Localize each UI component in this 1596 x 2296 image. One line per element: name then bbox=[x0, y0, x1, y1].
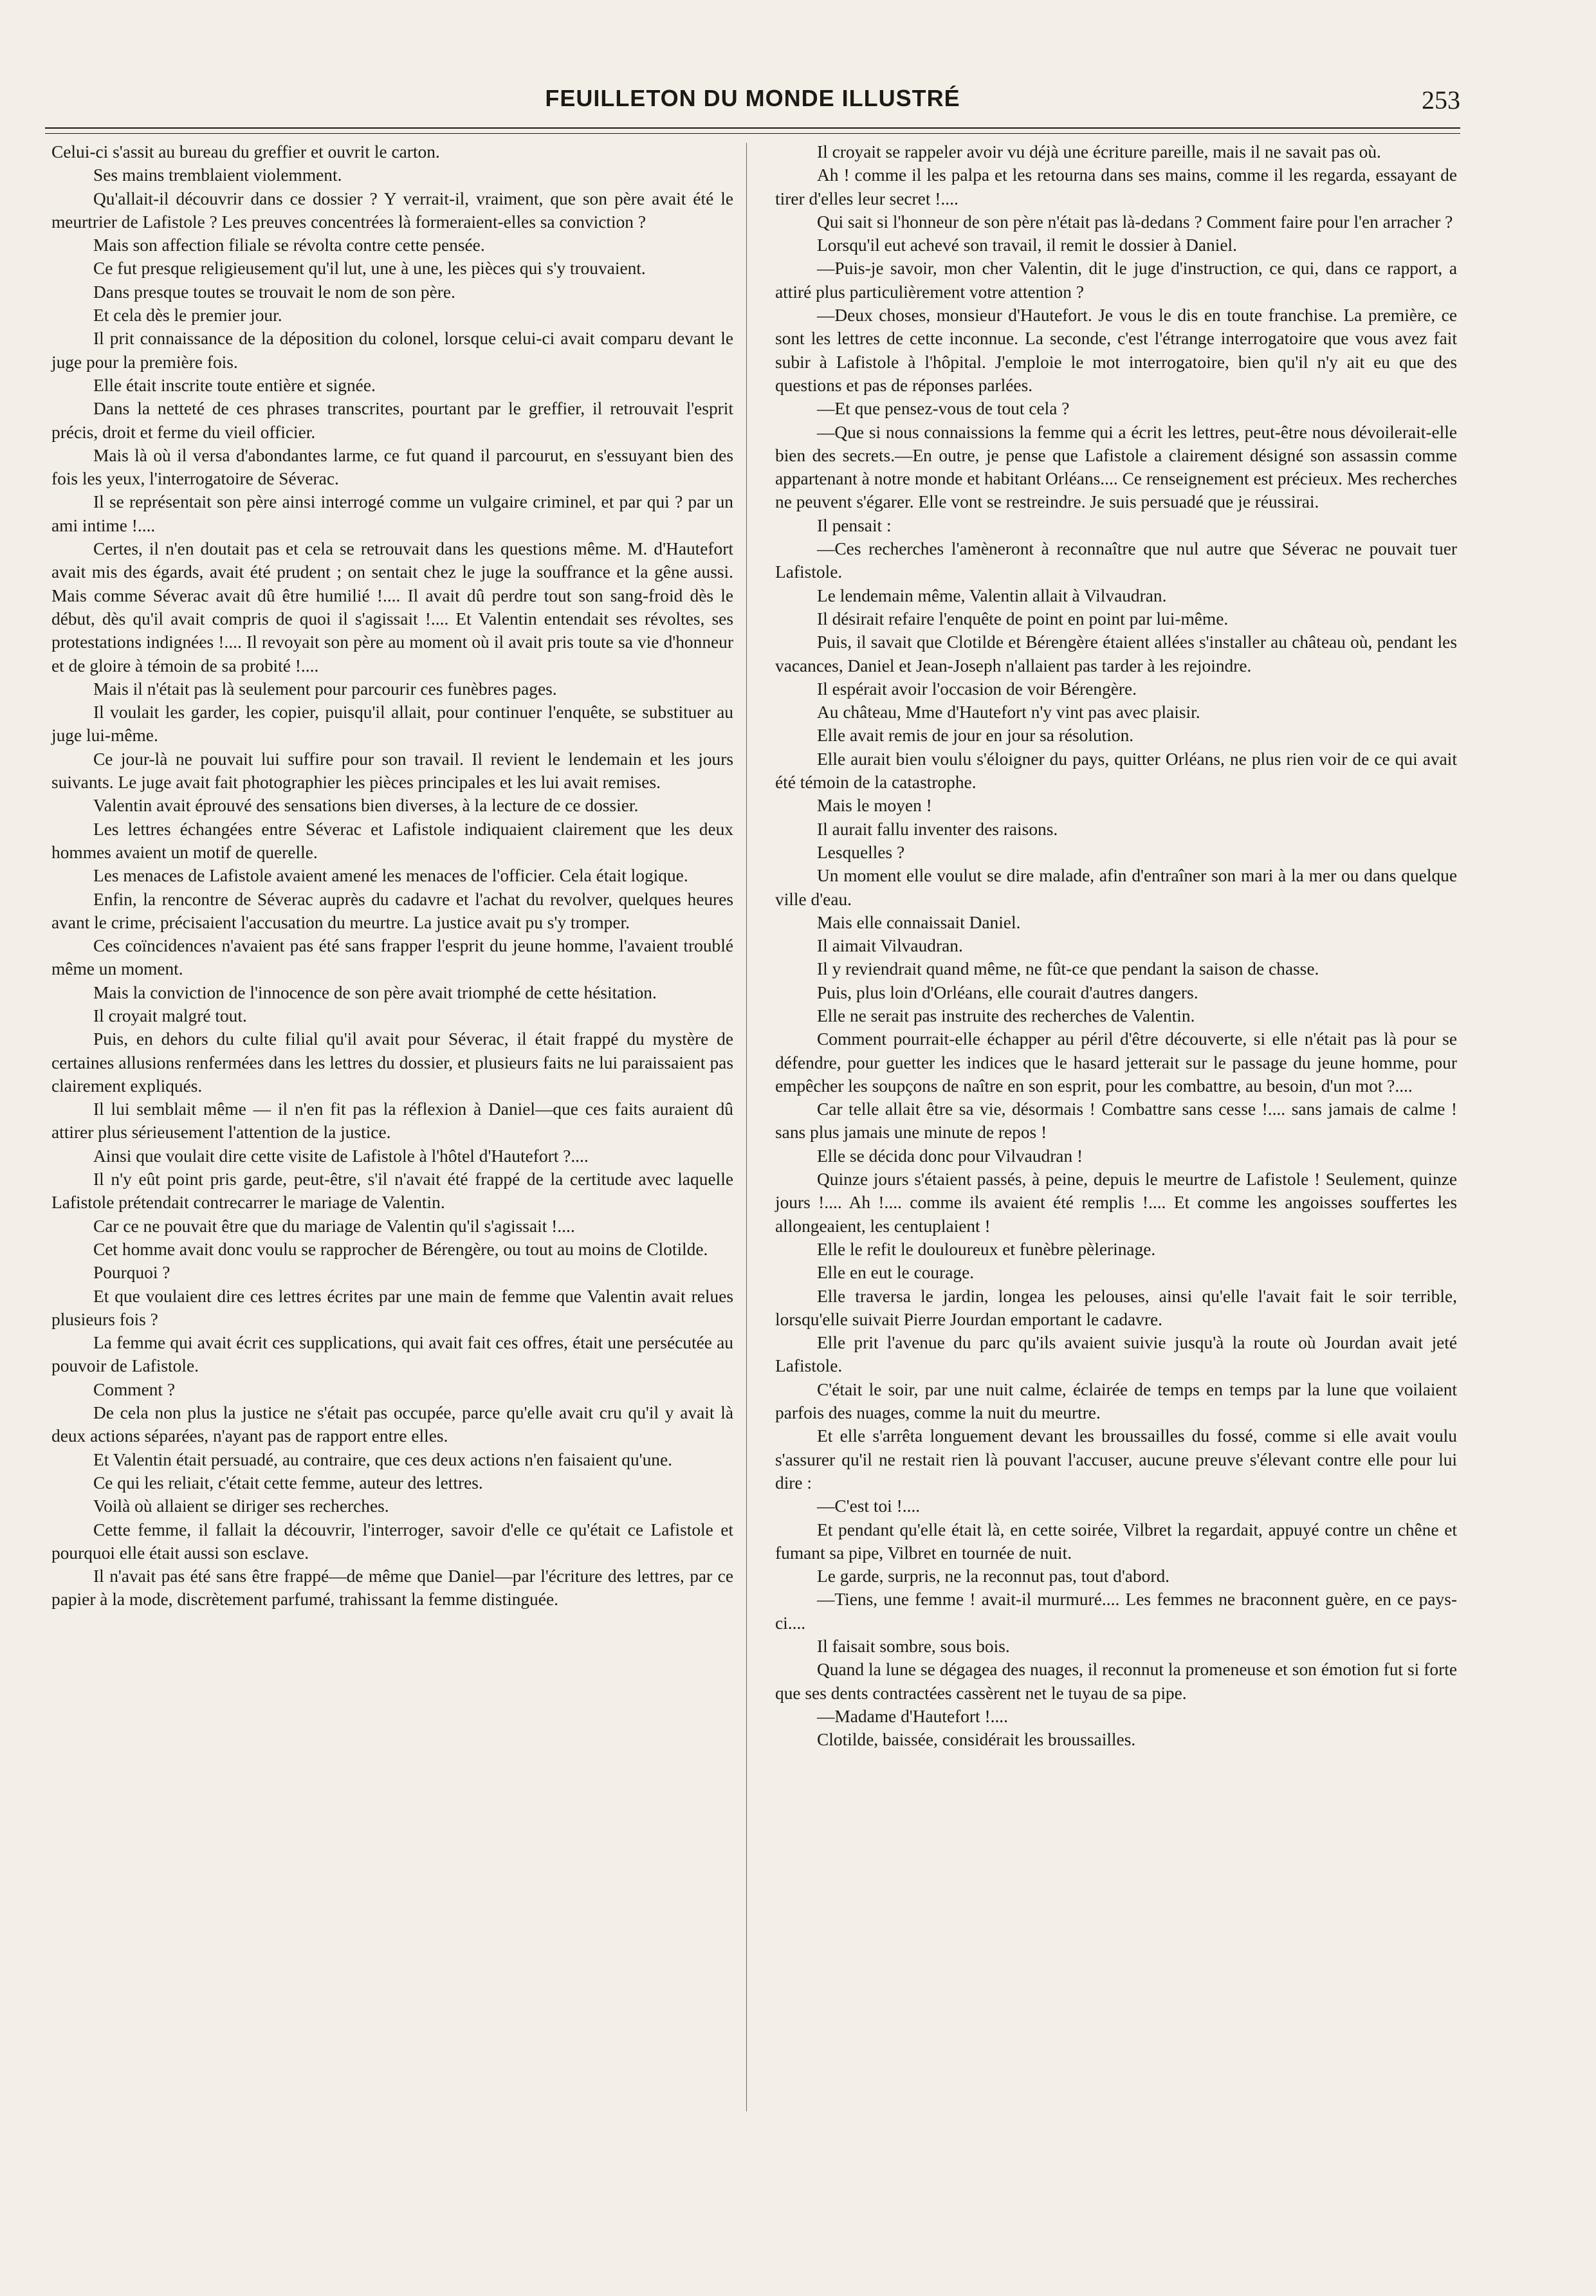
paragraph: Il n'y eût point pris garde, peut-être, s'il n'avait été frappé de la certitude avec laquelle Lafistole prétendait contrecarrer le mariage de Valentin. bbox=[51, 1170, 733, 1213]
paragraph: Mais elle connaissait Daniel. bbox=[817, 912, 1021, 932]
paragraph: Il aurait fallu inventer des raisons. bbox=[817, 819, 1058, 839]
paragraph: Puis, plus loin d'Orléans, elle courait d'autres dangers. bbox=[817, 982, 1198, 1002]
paragraph: Valentin avait éprouvé des sensations bien diverses, à la lecture de ce dossier. bbox=[93, 796, 639, 816]
paragraph: Il espérait avoir l'occasion de voir Bérengère. bbox=[817, 679, 1137, 699]
paragraph: Ah ! comme il les palpa et les retourna dans ses mains, comme il les regarda, essayant de tirer d'elles leur secret !.... bbox=[775, 165, 1457, 208]
paragraph: Certes, il n'en doutait pas et cela se retrouvait dans les questions même. M. d'Hautefort avait mis des égards, avait été prudent ; on sentait chez le juge la souffrance et la gêne aussi. Mais comme Séverac avait dû être humilié !.... Il avait dû perdre tout son sang-froid dès le début, dès qu'il avait compris de quoi il s'agissait !.... Et Valentin entendait ses révoltes, ses protestations indignées !.... Il revoyait son père au moment où il avait pris toute sa vie d'honneur et de gloire à témoin de sa probité !.... bbox=[51, 539, 733, 675]
paragraph: Mais là où il versa d'abondantes larme, ce fut quand il parcourut, en s'essuyant bien des fois les yeux, l'interrogatoire de Séverac. bbox=[51, 445, 733, 489]
paragraph: Elle prit l'avenue du parc qu'ils avaient suivie jusqu'à la route où Jourdan avait jeté Lafistole. bbox=[775, 1333, 1457, 1376]
page-number: 253 bbox=[1422, 86, 1460, 115]
paragraph: Mais le moyen ! bbox=[817, 796, 932, 816]
paragraph: Qui sait si l'honneur de son père n'était pas là-dedans ? Comment faire pour l'en arracher ? bbox=[817, 212, 1453, 232]
paragraph: Il prit connaissance de la déposition du colonel, lorsque celui-ci avait comparu devant le juge pour la première fois. bbox=[51, 329, 733, 372]
paragraph: Car telle allait être sa vie, désormais ! Combattre sans cesse !.... sans jamais de calme ! sans plus jamais une minute de repos ! bbox=[775, 1099, 1457, 1143]
paragraph: Puis, en dehors du culte filial qu'il avait pour Séverac, il était frappé du mystère de certaines allusions renfermées dans les lettres du dossier, et plusieurs faits ne lui paraissaient pas clairement expliqués. bbox=[51, 1029, 733, 1096]
paragraph: Comment pourrait-elle échapper au péril d'être découverte, si elle n'était pas là pour se défendre, pour guetter les indices que le hasard jetterait sur le passage du jeune homme, pour empêcher les soupçons de naître en son esprit, pour les combattre, au besoin, d'un mot ?.... bbox=[775, 1029, 1457, 1096]
paragraph: —Que si nous connaissions la femme qui a écrit les lettres, peut-être nous dévoilerait-elle bien des secrets.—En outre, je pense que Lafistole a clairement désigné son assassin comme appartenant à notre monde et habitant Orléans.... Ce renseignement est précieux. Mes recherches ne peuvent s'égarer. Elle vont se restreindre. Je suis persuadé que je réussirai. bbox=[775, 422, 1457, 512]
paragraph: Quand la lune se dégagea des nuages, il reconnut la promeneuse et son émotion fut si forte que ses dents contractées cassèrent net le tuyau de sa pipe. bbox=[775, 1660, 1457, 1703]
paragraph: Lesquelles ? bbox=[817, 842, 905, 862]
paragraph: Dans la netteté de ces phrases transcrites, pourtant par le greffier, il retrouvait l'esprit précis, droit et ferme du vieil officier. bbox=[51, 399, 733, 442]
paragraph: Voilà où allaient se diriger ses recherches. bbox=[93, 1496, 389, 1516]
paragraph: Mais son affection filiale se révolta contre cette pensée. bbox=[93, 235, 485, 255]
paragraph: Il se représentait son père ainsi interrogé comme un vulgaire criminel, et par qui ? par un ami intime !.... bbox=[51, 492, 733, 535]
paragraph: Puis, il savait que Clotilde et Bérengère étaient allées s'installer au château où, pendant les vacances, Daniel et Jean-Joseph n'allaient pas tarder à les rejoindre. bbox=[775, 632, 1457, 675]
paragraph: Il voulait les garder, les copier, puisqu'il allait, pour continuer l'enquête, se substituer au juge lui-même. bbox=[51, 703, 733, 746]
page-header bbox=[45, 85, 1460, 125]
paragraph: Et que voulaient dire ces lettres écrites par une main de femme que Valentin avait relues plusieurs fois ? bbox=[51, 1286, 733, 1329]
right-column bbox=[775, 140, 1457, 1751]
paragraph: Qu'allait-il découvrir dans ce dossier ? Y verrait-il, vraiment, que son père avait été le meurtrier de Lafistole ? Les preuves concentrées là formeraient-elles sa conviction ? bbox=[51, 188, 733, 232]
paragraph: Elle traversa le jardin, longea les pelouses, ainsi qu'elle l'avait fait le soir terrible, lorsqu'elle suivait Pierre Jourdan emportant le cadavre. bbox=[775, 1286, 1457, 1329]
paragraph: Il croyait se rappeler avoir vu déjà une écriture pareille, mais il ne savait pas où. bbox=[817, 142, 1381, 161]
paragraph: Celui-ci s'assit au bureau du greffier et ouvrit le carton. bbox=[51, 142, 440, 161]
header-rule-thin bbox=[45, 133, 1460, 134]
paragraph: —C'est toi !.... bbox=[817, 1496, 921, 1516]
paragraph: Et elle s'arrêta longuement devant les broussailles du fossé, comme si elle avait voulu s'assurer qu'il ne restait rien là pouvant l'accuser, aucune preuve s'élevant contre elle pour lui dire : bbox=[775, 1426, 1457, 1492]
paragraph: —Tiens, une femme ! avait-il murmuré.... Les femmes ne braconnent guère, en ce pays-ci.... bbox=[775, 1590, 1457, 1633]
paragraph: Car ce ne pouvait être que du mariage de Valentin qu'il s'agissait !.... bbox=[93, 1216, 575, 1236]
paragraph: Cette femme, il fallait la découvrir, l'interroger, savoir d'elle ce qu'était ce Lafistole et pourquoi elle était aussi son esclave. bbox=[51, 1520, 733, 1563]
paragraph: Quinze jours s'étaient passés, à peine, depuis le meurtre de Lafistole ! Seulement, quinze jours !.... Ah !.... comme ils avaient été remplis !.... Et comme les angoisses souffertes les allongeaient, les centuplaient ! bbox=[775, 1170, 1457, 1236]
paragraph: Lorsqu'il eut achevé son travail, il remit le dossier à Daniel. bbox=[817, 235, 1237, 255]
paragraph: Clotilde, baissée, considérait les broussailles. bbox=[817, 1730, 1136, 1750]
paragraph: Elle avait remis de jour en jour sa résolution. bbox=[817, 726, 1134, 746]
paragraph: Un moment elle voulut se dire malade, afin d'entraîner son mari à la mer ou dans quelque ville d'eau. bbox=[775, 866, 1457, 909]
paragraph: Enfin, la rencontre de Séverac auprès du cadavre et l'achat du revolver, quelques heures avant le crime, précisaient l'accusation du meurtre. La justice avait pu s'y tromper. bbox=[51, 889, 733, 932]
paragraph: Comment ? bbox=[93, 1379, 176, 1399]
paragraph: Mais il n'était pas là seulement pour parcourir ces funèbres pages. bbox=[93, 679, 557, 699]
paragraph: —Et que pensez-vous de tout cela ? bbox=[817, 399, 1070, 419]
paragraph: Il faisait sombre, sous bois. bbox=[817, 1637, 1010, 1656]
paragraph: Il lui semblait même — il n'en fit pas la réflexion à Daniel—que ces faits auraient dû attirer plus sérieusement l'attention de la justice. bbox=[51, 1099, 733, 1143]
paragraph: Le lendemain même, Valentin allait à Vilvaudran. bbox=[817, 585, 1167, 605]
paragraph: Elle le refit le douloureux et funèbre pèlerinage. bbox=[817, 1239, 1156, 1259]
paragraph: Il y reviendrait quand même, ne fût-ce que pendant la saison de chasse. bbox=[817, 959, 1319, 979]
paragraph: Ainsi que voulait dire cette visite de Lafistole à l'hôtel d'Hautefort ?.... bbox=[93, 1146, 589, 1166]
paragraph: Elle se décida donc pour Vilvaudran ! bbox=[817, 1146, 1083, 1166]
paragraph: Elle ne serait pas instruite des recherches de Valentin. bbox=[817, 1006, 1195, 1025]
paragraph: Elle en eut le courage. bbox=[817, 1263, 975, 1283]
paragraph: Il n'avait pas été sans être frappé—de même que Daniel—par l'écriture des lettres, par ce papier à la mode, discrètement parfumé, trahissant la femme distinguée. bbox=[51, 1566, 733, 1610]
header-rule bbox=[45, 127, 1460, 129]
paragraph: C'était le soir, par une nuit calme, éclairée de temps en temps par la lune que voilaient parfois des nuages, comme la nuit du meurtre. bbox=[775, 1379, 1457, 1423]
paragraph: Il aimait Vilvaudran. bbox=[817, 936, 963, 956]
paragraph: De cela non plus la justice ne s'était pas occupée, parce qu'elle avait cru qu'il y avait là deux actions séparées, n'ayant pas de rapport entre elles. bbox=[51, 1403, 733, 1446]
paragraph: Il croyait malgré tout. bbox=[93, 1006, 247, 1025]
paragraph: Au château, Mme d'Hautefort n'y vint pas avec plaisir. bbox=[817, 703, 1200, 722]
paragraph: —Puis-je savoir, mon cher Valentin, dit le juge d'instruction, ce qui, dans ce rapport, a attiré plus particulièrement votre attention ? bbox=[775, 259, 1457, 302]
paragraph: —Ces recherches l'amèneront à reconnaître que nul autre que Séverac ne pouvait tuer Lafistole. bbox=[775, 539, 1457, 582]
paragraph: Pourquoi ? bbox=[93, 1263, 170, 1283]
paragraph: Les lettres échangées entre Séverac et Lafistole indiquaient clairement que les deux hommes avaient un motif de querelle. bbox=[51, 819, 733, 862]
paragraph: Ses mains tremblaient violemment. bbox=[93, 165, 342, 185]
paragraph: La femme qui avait écrit ces supplications, qui avait fait ces offres, était une persécutée au pouvoir de Lafistole. bbox=[51, 1333, 733, 1376]
paragraph: Il pensait : bbox=[817, 515, 892, 535]
paragraph: Elle était inscrite toute entière et signée. bbox=[93, 375, 376, 395]
running-title: FEUILLETON DU MONDE ILLUSTRÉ bbox=[545, 85, 960, 111]
left-column bbox=[51, 140, 733, 1612]
paragraph: Et cela dès le premier jour. bbox=[93, 306, 282, 326]
paragraph: Dans presque toutes se trouvait le nom de son père. bbox=[93, 282, 455, 302]
paragraph: Elle aurait bien voulu s'éloigner du pays, quitter Orléans, ne plus rien voir de ce qui avait été témoin de la catastrophe. bbox=[775, 749, 1457, 793]
paragraph: Ce jour-là ne pouvait lui suffire pour son travail. Il revient le lendemain et les jours suivants. Le juge avait fait photographier les pièces principales et les lui avait remises. bbox=[51, 749, 733, 793]
paragraph: —Deux choses, monsieur d'Hautefort. Je vous le dis en toute franchise. La première, ce sont les lettres de cette inconnue. La seconde, c'est l'étrange interrogatoire que vous avez fait subir à Lafistole à l'hôpital. J'emploie le mot interrogatoire, bien qu'il n'y ait eu que des questions et pas de réponses parlées. bbox=[775, 306, 1457, 395]
paragraph: Le garde, surpris, ne la reconnut pas, tout d'abord. bbox=[817, 1566, 1170, 1586]
paragraph: Cet homme avait donc voulu se rapprocher de Bérengère, ou tout au moins de Clotilde. bbox=[93, 1239, 708, 1259]
paragraph: Ces coïncidences n'avaient pas été sans frapper l'esprit du jeune homme, l'avaient troublé même un moment. bbox=[51, 936, 733, 979]
paragraph: Et Valentin était persuadé, au contraire, que ces deux actions n'en faisaient qu'une. bbox=[93, 1449, 672, 1469]
paragraph: Ce qui les reliait, c'était cette femme, auteur des lettres. bbox=[93, 1473, 483, 1492]
paragraph: Il désirait refaire l'enquête de point en point par lui-même. bbox=[817, 609, 1229, 629]
paragraph: —Madame d'Hautefort !.... bbox=[817, 1706, 1009, 1726]
paragraph: Les menaces de Lafistole avaient amené les menaces de l'officier. Cela était logique. bbox=[93, 866, 688, 886]
column-separator bbox=[746, 143, 747, 2111]
paragraph: Ce fut presque religieusement qu'il lut, une à une, les pièces qui s'y trouvaient. bbox=[93, 259, 646, 279]
paragraph: Et pendant qu'elle était là, en cette soirée, Vilbret la regardait, appuyé contre un chêne et fumant sa pipe, Vilbret en tournée de nuit. bbox=[775, 1520, 1457, 1563]
paragraph: Mais la conviction de l'innocence de son père avait triomphé de cette hésitation. bbox=[93, 982, 657, 1002]
